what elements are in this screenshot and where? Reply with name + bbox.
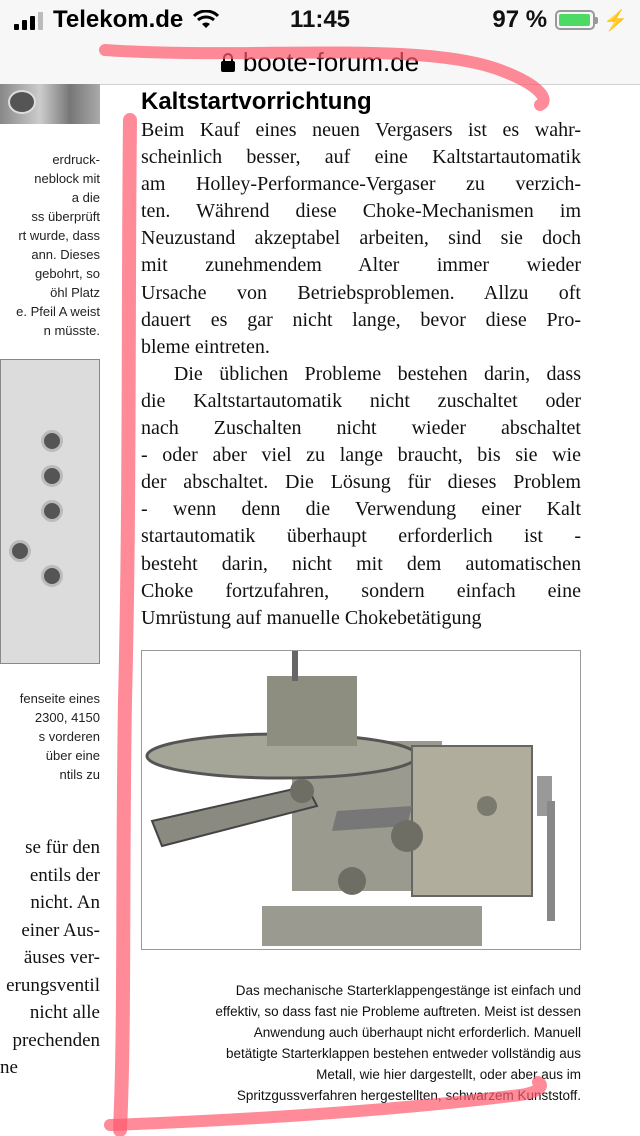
left-caption-line: fenseite eines [19, 691, 100, 706]
left-body-text [0, 834, 100, 1082]
article-line: Choke fortzufahren, sondern einfach eine [141, 579, 581, 602]
article-line: dauert es gar nicht lange, bevor diese Pro- [141, 308, 581, 331]
carburetor-block-photo [0, 359, 100, 664]
article-line: ten. Während diese Choke-Mechanismen im [141, 200, 581, 223]
battery-group [492, 6, 628, 34]
left-body-line: entils der [29, 864, 100, 886]
left-caption-line: e. Pfeil A weist [16, 304, 100, 319]
left-caption-line: öhl Platz [50, 285, 100, 300]
article-line: Die üblichen Probleme bestehen darin, dass [141, 362, 581, 385]
left-caption-line: s vorderen [38, 729, 100, 744]
article-line: die Kaltstartautomatik nicht zuschaltet oder [141, 389, 581, 412]
caption-line: Anwendung auch überhaupt nicht erforderlich. Manuell [253, 1025, 581, 1040]
caption-line: Spritzgussverfahren hergestellten, schwarzem Kunststoff. [236, 1088, 581, 1103]
url-domain[interactable]: boote-forum.de [242, 46, 420, 77]
left-column [0, 84, 100, 1136]
article-line: Beim Kauf eines neuen Vergasers ist es wahr- [141, 119, 581, 141]
carburetor-photo [141, 650, 581, 950]
left-caption-line: ss überprüft [31, 209, 100, 224]
article-line: der abschaltet. Die Lösung für dieses Problem [141, 471, 581, 494]
article-line: - wenn denn die Verwendung einer Kalt [141, 498, 581, 521]
clock: 11:45 [289, 6, 351, 33]
carrier-name: Telekom.de [53, 6, 184, 33]
article-line: mit zunehmendem Alter immer wieder [141, 254, 581, 277]
article-line: Ursache von Betriebsproblemen. Allzu oft [141, 281, 581, 304]
left-caption-line: gebohrt, so [34, 266, 100, 281]
caption-line: Metall, wie hier dargestellt, oder aber aus im [316, 1067, 581, 1082]
photo-caption [141, 980, 581, 1106]
left-caption-line: über eine [45, 748, 100, 763]
article-line: Umrüstung auf manuelle Chokebetätigung [141, 606, 482, 629]
left-caption-1 [0, 150, 100, 340]
caption-line: betätigte Starterklappen bestehen entweder vollständig aus [226, 1046, 581, 1061]
article-line: am Holley-Performance-Vergaser zu verzich- [141, 173, 581, 196]
caption-line: Das mechanische Starterklappengestänge ist einfach und [235, 983, 581, 998]
article-body [141, 117, 581, 632]
status-bar [0, 0, 640, 40]
left-body-line: äuses ver- [23, 947, 100, 968]
left-caption-line: n müsste. [43, 323, 100, 338]
left-body-line: prechenden [12, 1029, 100, 1051]
lock-icon [221, 61, 235, 72]
battery-percent: 97 % [492, 6, 548, 33]
article-heading: Kaltstartvorrichtung [141, 88, 372, 115]
left-body-line: nicht. An [30, 892, 100, 913]
left-body-line: ne [0, 1057, 18, 1078]
left-caption-line: a die [71, 190, 100, 205]
left-caption-line: erdruck- [52, 152, 100, 167]
left-caption-line: 2300, 4150 [34, 710, 100, 725]
charging-bolt-icon: ⚡ [603, 9, 628, 32]
url-bar[interactable] [0, 40, 640, 85]
article-line: besteht darin, nicht mit dem automatischen [141, 552, 581, 575]
article-line: scheinlich besser, auf eine Kaltstartautomatik [141, 146, 581, 169]
left-body-line: erungsventil [6, 974, 100, 996]
article-line: - oder aber viel zu lange braucht, bis sie wie [141, 444, 581, 467]
battery-icon [555, 10, 595, 30]
article-line: nach Zuschalten nicht wieder abschaltet [141, 417, 581, 440]
article-line: bleme eintreten. [141, 335, 270, 358]
article-line: startautomatik überhaupt erforderlich ist - [141, 525, 581, 548]
left-body-line: se für den [25, 837, 100, 858]
left-body-line: einer Aus- [21, 919, 100, 941]
article-line: Neuzustand akzeptabel arbeiten, sind sie doch [141, 227, 581, 250]
left-body-line: nicht alle [29, 1002, 100, 1023]
left-caption-line: neblock mit [34, 171, 100, 186]
left-caption-line: ntils zu [59, 767, 100, 782]
left-caption-line: ann. Dieses [31, 247, 100, 262]
left-caption-2 [0, 689, 100, 784]
caption-line: effektiv, so dass fast nie Probleme auftreten. Meist ist dessen [215, 1004, 581, 1019]
left-caption-line: rt wurde, dass [18, 228, 100, 243]
top-left-photo [0, 84, 100, 124]
